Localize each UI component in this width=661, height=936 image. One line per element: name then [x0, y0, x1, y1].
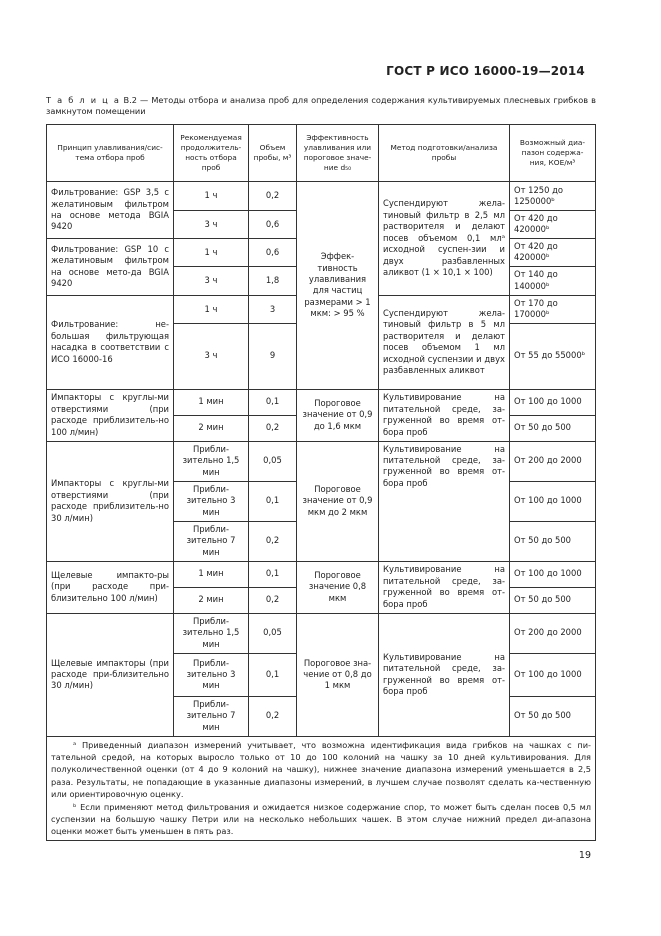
- table-header-row: [47, 125, 596, 182]
- range-cell: От 50 до 500: [510, 696, 596, 736]
- col-header-volume: Объем пробы, м³: [249, 125, 297, 182]
- caption-number: В.2: [123, 95, 137, 105]
- col-header-range: Возможный диа-пазон содержа-ния, КОЕ/м³: [510, 125, 596, 182]
- principle-cell: Фильтрование: не-большая фильтрующая насадка в соответствии с ИСО 16000-16: [47, 295, 174, 389]
- volume-cell: 0,6: [249, 238, 297, 266]
- range-cell: От 100 до 1000: [510, 389, 596, 415]
- method-cell: Культивирование на питательной среде, за-груженной во время от-бора проб: [379, 389, 510, 441]
- range-cell: От 1250 до 1250000ᵇ: [510, 182, 596, 211]
- volume-cell: 0,2: [249, 182, 297, 211]
- efficiency-cell: Пороговое значение от 0,9 до 1,6 мкм: [297, 389, 379, 441]
- caption-text: — Методы отбора и анализа проб для определения содержания культивируемых плесневых грибков в замкнутом помещении: [46, 95, 596, 116]
- table-caption: [46, 95, 596, 117]
- efficiency-cell: Пороговое значение 0,8 мкм: [297, 561, 379, 613]
- range-cell: От 100 до 1000: [510, 481, 596, 521]
- method-cell: Культивирование на питательной среде, за-груженной во время от-бора проб: [379, 561, 510, 613]
- range-cell: От 420 до 420000ᵇ: [510, 211, 596, 239]
- range-cell: От 100 до 1000: [510, 561, 596, 587]
- duration-cell: Прибли-зительно 3 мин: [174, 481, 249, 521]
- duration-cell: 2 мин: [174, 415, 249, 441]
- range-cell: От 50 до 500: [510, 521, 596, 561]
- volume-cell: 0,2: [249, 415, 297, 441]
- method-cell: Суспендируют жела-тиновый фильтр в 2,5 мл растворителя и делают посев объемом 0,1 млᵃ исходной суспен-зии и двух разбавленных аликвот (1 × 10,1 × 100): [379, 182, 510, 296]
- table-row: [47, 182, 596, 211]
- duration-cell: Прибли-зительно 7 мин: [174, 696, 249, 736]
- volume-cell: 0,1: [249, 481, 297, 521]
- volume-cell: 0,1: [249, 653, 297, 696]
- range-cell: От 50 до 500: [510, 587, 596, 613]
- volume-cell: 9: [249, 323, 297, 389]
- footnote-a: ᵃ Приведенный диапазон измерений учитывает, что возможна идентификация вида грибков на чашках с пи-тательной средой, на которых выросло только от 10 до 100 колоний на чашку за 10 дней культивирования. Для полуколичественной оценки (от 4 до 9 колоний на чашку), нижнее значение диапазона измерений уменьшается в 2,5 раза. Результаты, не попадающие в указанные диапазоны измерений, в лучшем случае позволят сделать ка-чественную или ориентировочную оценку.: [51, 739, 591, 800]
- volume-cell: 0,6: [249, 211, 297, 239]
- duration-cell: 1 ч: [174, 295, 249, 323]
- volume-cell: 0,1: [249, 561, 297, 587]
- duration-cell: Прибли-зительно 1,5 мин: [174, 613, 249, 653]
- duration-cell: Прибли-зительно 3 мин: [174, 653, 249, 696]
- range-cell: От 420 до 420000ᵇ: [510, 238, 596, 266]
- range-cell: От 100 до 1000: [510, 653, 596, 696]
- volume-cell: 0,05: [249, 613, 297, 653]
- table-row: [47, 613, 596, 653]
- volume-cell: 0,2: [249, 696, 297, 736]
- duration-cell: Прибли-зительно 7 мин: [174, 521, 249, 561]
- table-row: [47, 561, 596, 587]
- col-header-duration: Рекомендуемая продолжитель-ность отбора проб: [174, 125, 249, 182]
- range-cell: От 200 до 2000: [510, 441, 596, 481]
- efficiency-cell: Эффек-тивность улавливания для частиц размерами > 1 мкм: > 95 %: [297, 182, 379, 390]
- volume-cell: 1,8: [249, 266, 297, 295]
- duration-cell: 3 ч: [174, 211, 249, 239]
- footnote-b: ᵇ Если применяют метод фильтрования и ожидается низкое содержание спор, то может быть сделан посев 0,5 мл суспензии на большую чашку Петри или на несколько небольших чашек. В этом случае нижний предел ди-апазона оценки может быть уменьшен в пять раз.: [51, 801, 591, 837]
- duration-cell: 2 мин: [174, 587, 249, 613]
- col-header-method: Метод подготовки/анализа пробы: [379, 125, 510, 182]
- range-cell: От 170 до 170000ᵇ: [510, 295, 596, 323]
- range-cell: От 55 до 55000ᵇ: [510, 323, 596, 389]
- volume-cell: 0,2: [249, 587, 297, 613]
- range-cell: От 140 до 140000ᵇ: [510, 266, 596, 295]
- method-cell: Суспендируют жела-тиновый фильтр в 5 мл растворителя и делают посев объемом 1 мл исходной суспензии и двух разбавленных аликвот: [379, 295, 510, 389]
- method-cell: Культивирование на питательной среде, за-груженной во время от-бора проб: [379, 441, 510, 561]
- caption-label: Т а б л и ц а: [46, 95, 121, 105]
- duration-cell: 1 мин: [174, 389, 249, 415]
- duration-cell: 1 ч: [174, 238, 249, 266]
- principle-cell: Щелевые импакторы (при расходе при-близительно 30 л/мин): [47, 613, 174, 736]
- duration-cell: 3 ч: [174, 266, 249, 295]
- efficiency-cell: Пороговое значение от 0,9 мкм до 2 мкм: [297, 441, 379, 561]
- footnotes-row: [47, 736, 596, 840]
- principle-cell: Фильтрование: GSP 10 с желатиновым фильтром на основе мето-да BGIA 9420: [47, 238, 174, 295]
- principle-cell: Импакторы с круглы-ми отверстиями (при расходе приблизитель-но 100 л/мин): [47, 389, 174, 441]
- range-cell: От 50 до 500: [510, 415, 596, 441]
- volume-cell: 0,05: [249, 441, 297, 481]
- range-cell: От 200 до 2000: [510, 613, 596, 653]
- page-number: 19: [578, 850, 591, 861]
- volume-cell: 3: [249, 295, 297, 323]
- principle-cell: Фильтрование: GSP 3,5 с желатиновым фильтром на основе метода BGIA 9420: [47, 182, 174, 239]
- table-row: [47, 441, 596, 481]
- table-row: [47, 389, 596, 415]
- principle-cell: Импакторы с круглы-ми отверстиями (при расходе приблизитель-но 30 л/мин): [47, 441, 174, 561]
- duration-cell: 1 мин: [174, 561, 249, 587]
- volume-cell: 0,1: [249, 389, 297, 415]
- duration-cell: Прибли-зительно 1,5 мин: [174, 441, 249, 481]
- duration-cell: 1 ч: [174, 182, 249, 211]
- efficiency-cell: Пороговое зна-чение от 0,8 до 1 мкм: [297, 613, 379, 736]
- volume-cell: 0,2: [249, 521, 297, 561]
- method-cell: Культивирование на питательной среде, за-груженной во время от-бора проб: [379, 613, 510, 736]
- col-header-efficiency: Эффективность улавливания или пороговое значе-ние d₅₀: [297, 125, 379, 182]
- methods-table: [46, 124, 596, 841]
- principle-cell: Щелевые импакто-ры (при расходе при-близительно 100 л/мин): [47, 561, 174, 613]
- duration-cell: 3 ч: [174, 323, 249, 389]
- footnotes-cell: [47, 736, 596, 840]
- standard-header: ГОСТ Р ИСО 16000-19—2014: [386, 64, 585, 78]
- col-header-principle: Принцип улавливания/сис-тема отбора проб: [47, 125, 174, 182]
